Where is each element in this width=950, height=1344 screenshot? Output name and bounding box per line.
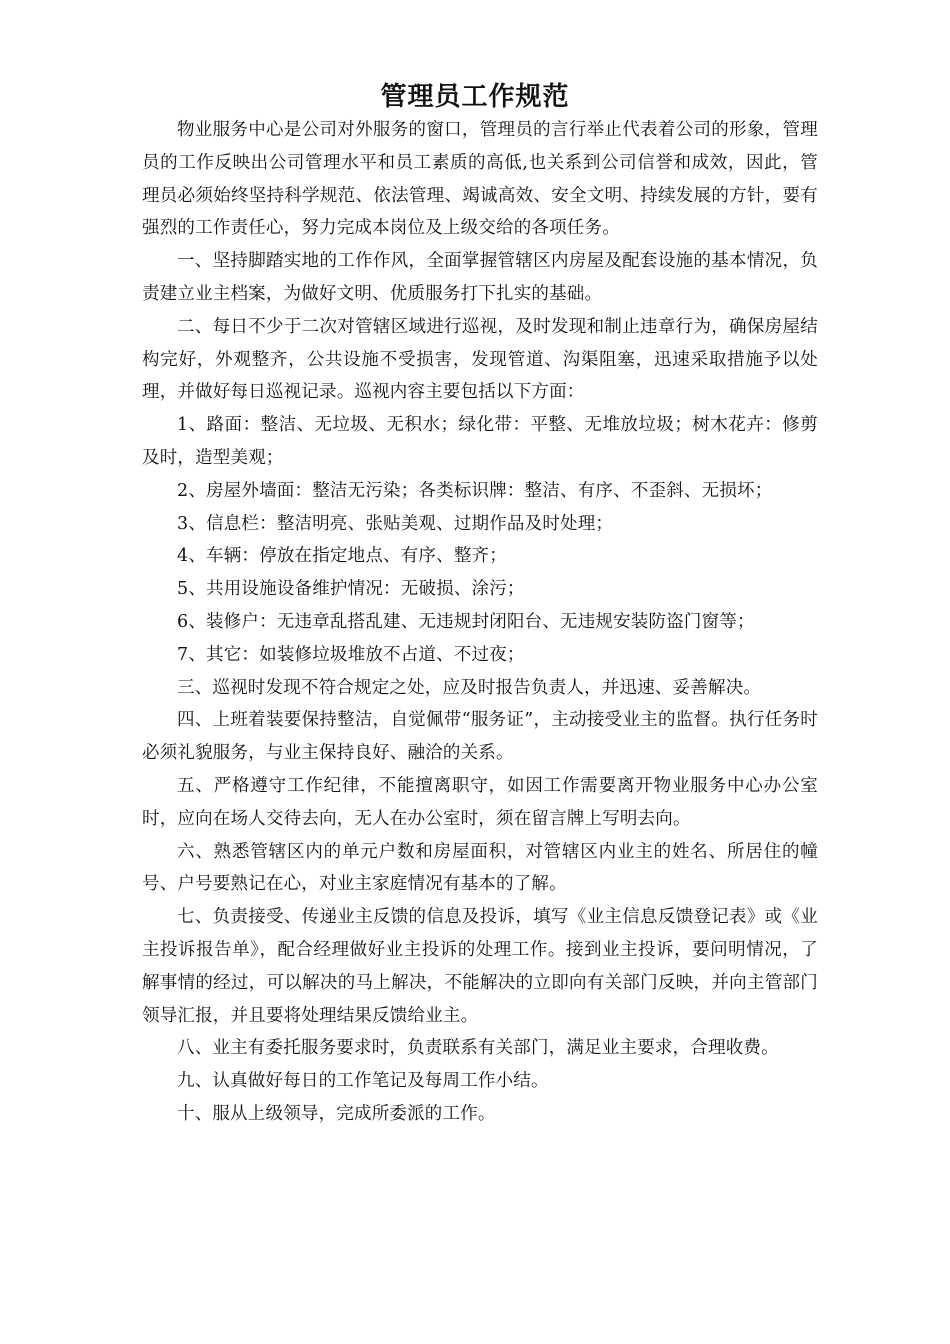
inspection-item-1: 1、路面：整洁、无垃圾、无积水；绿化带：平整、无堆放垃圾；树木花卉：修剪及时，造型美观； (142, 415, 818, 468)
rule-9-paragraph: 九、认真做好每日的工作笔记及每周工作小结。 (177, 1071, 549, 1092)
inspection-item-6: 6、装修户：无违章乱搭乱建、无违规封闭阳台、无违规安装防盗门窗等； (177, 611, 755, 632)
rule-7-paragraph: 七、负责接受、传递业主反馈的信息及投诉，填写《业主信息反馈登记表》或《业主投诉报告单》，配合经理做好业主投诉的处理工作。接到业主投诉，要问明情况，了解事情的经过，可以解决的马上解决，不能解决的立即向有关部门反映，并向主管部门领导汇报，并且要将处理结果反馈给业主。 (142, 907, 818, 1026)
rule-1-paragraph: 一、坚持脚踏实地的工作作风，全面掌握管辖区内房屋及配套设施的基本情况，负责建立业主档案，为做好文明、优质服务打下扎实的基础。 (142, 251, 818, 304)
rule-5-paragraph: 五、严格遵守工作纪律，不能擅离职守，如因工作需要离开物业服务中心办公室时，应向在场人交待去向，无人在办公室时，须在留言牌上写明去向。 (142, 775, 818, 829)
document-body (142, 114, 818, 1131)
inspection-item-4: 4、车辆：停放在指定地点、有序、整齐； (177, 546, 507, 567)
intro-paragraph: 物业服务中心是公司对外服务的窗口，管理员的言行举止代表着公司的形象，管理员的工作反映出公司管理水平和员工素质的高低,也关系到公司信誉和成效，因此，管理员必须始终坚持科学规范、依法管理、竭诚高效、安全文明、持续发展的方针，要有强烈的工作责任心，努力完成本岗位及上级交给的各项任务。 (142, 120, 818, 239)
rule-8-paragraph: 八、业主有委托服务要求时，负责联系有关部门，满足业主要求，合理收费。 (177, 1038, 779, 1059)
inspection-item-5: 5、共用设施设备维护情况：无破损、涂污； (177, 579, 525, 600)
inspection-item-3: 3、信息栏：整洁明亮、张贴美观、过期作品及时处理； (177, 513, 614, 534)
rule-6-paragraph: 六、熟悉管辖区内的单元户数和房屋面积，对管辖区内业主的姓名、所居住的幢号、户号要熟记在心，对业主家庭情况有基本的了解。 (142, 841, 818, 895)
rule-2-paragraph: 二、每日不少于二次对管辖区域进行巡视，及时发现和制止违章行为，确保房屋结构完好，外观整齐，公共设施不受损害，发现管道、沟渠阻塞，迅速采取措施予以处理，并做好每日巡视记录。巡视内容主要包括以下方面： (142, 316, 818, 403)
inspection-item-7: 7、其它：如装修垃圾堆放不占道、不过夜； (177, 644, 525, 665)
document-title: 管理员工作规范 (380, 82, 570, 113)
rule-4-paragraph: 四、上班着装要保持整洁，自觉佩带“服务证”，主动接受业主的监督。执行任务时必须礼貌服务，与业主保持良好、融洽的关系。 (142, 710, 818, 764)
inspection-item-2: 2、房屋外墙面：整洁无污染；各类标识牌：整洁、有序、不歪斜、无损坏； (177, 480, 773, 501)
rule-3-paragraph: 三、巡视时发现不符合规定之处，应及时报告负责人，并迅速、妥善解决。 (177, 677, 762, 698)
rule-10-paragraph: 十、服从上级领导，完成所委派的工作。 (177, 1103, 496, 1124)
